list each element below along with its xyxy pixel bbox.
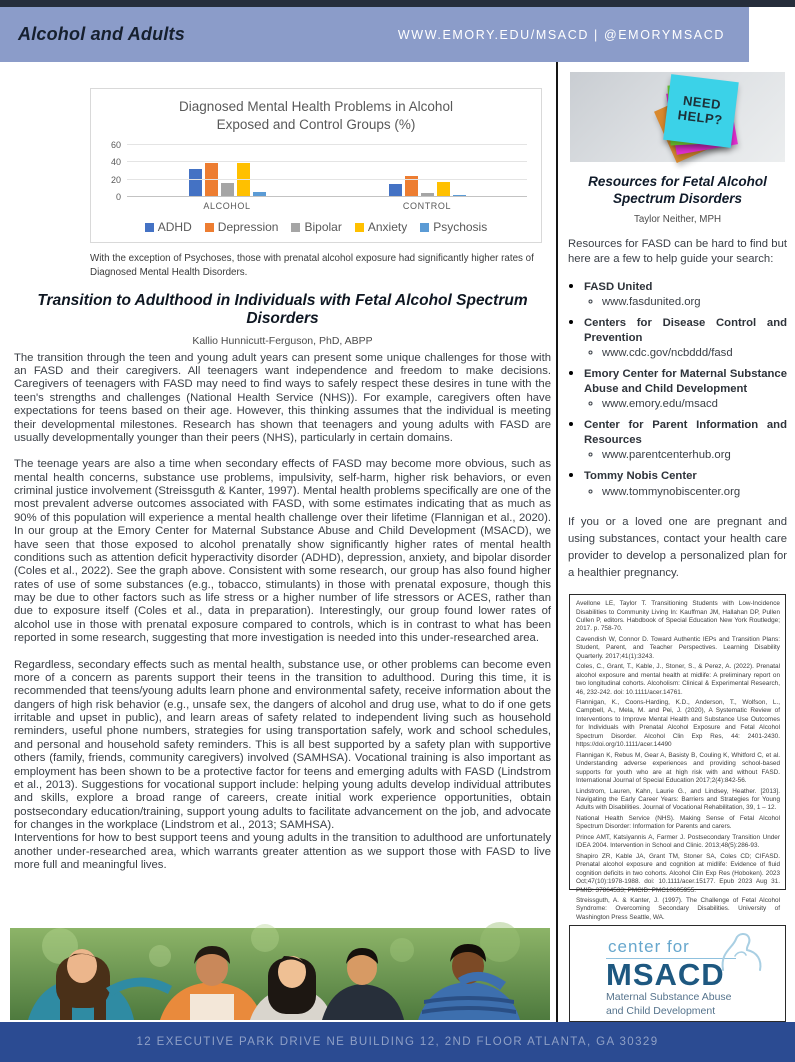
resource-item	[584, 364, 787, 412]
y-tick-label: 40	[110, 157, 121, 168]
legend-item-psychosis	[420, 220, 487, 234]
resource-item	[584, 313, 787, 361]
chart-legend	[101, 220, 531, 234]
header-website-handle[interactable]: WWW.EMORY.EDU/MSACD | @EMORYMSACD	[397, 27, 725, 42]
msacd-logo	[569, 925, 786, 1022]
article-title: Transition to Adulthood in Individuals with Fetal Alcohol Spectrum Disorders	[37, 291, 528, 328]
bar-depression-alcohol	[205, 163, 218, 197]
chart-title: Diagnosed Mental Health Problems in Alcohol Exposed and Control Groups (%)	[179, 99, 453, 132]
sidebar-heading: Resources for Fetal Alcohol Spectrum Disorders	[588, 174, 767, 206]
bar-bipolar-alcohol	[221, 183, 234, 197]
legend-label: ADHD	[157, 220, 192, 235]
main-article-column	[0, 62, 556, 1022]
legend-label: Bipolar	[304, 220, 342, 235]
sticky-note-need-help	[663, 74, 739, 148]
logo-msacd-text: MSACD	[606, 956, 725, 992]
logo-tagline-line2: and Child Development	[606, 1004, 716, 1017]
reference-entry: Shapiro ZR, Kable JA, Grant TM, Stoner SA, Coles CD; CIFASD. Prenatal alcohol exposure and cognition at midlife: Evidence of fluid cognition deficits in two cohorts. Alcohol Clin Exp Res (Hoboken). 2023 Oct;47(10):1978-1988. doi: 10.1111/acer.15177. Epub 2023 Aug 31. PMID: 37864533; PMCID: PMC10605955.	[576, 852, 780, 894]
reference-entry: Prince AMT, Katsiyannis A, Farmer J. Postsecondary Transition Under IDEA 2004. Intervention in School and Clinic. 2013;48(5):286-93.	[576, 833, 780, 850]
chart-caption: With the exception of Psychoses, those with prenatal alcohol exposure had significantly higher rates of Diagnosed Mental Health Disorders.	[90, 253, 534, 279]
resource-name: • FASD United	[584, 280, 653, 293]
bar-group-alcohol	[127, 145, 327, 197]
article-paragraph: Interventions for how to best support teens and young adults in the transition to adulthood are unfortunately another under-researched area, which warrants greater attention as we support those with FASD to live more full and meaningful lives.	[14, 832, 551, 872]
article-paragraph: The teenage years are also a time when secondary effects of FASD may become more obvious, such as mental health concerns, substance use problems, impulsivity, self-harm, higher risk behaviors, or even criminal justice involvement (Streissguth & Kanter, 1997). Mental health problems specifically are one of the most prevalent adverse outcomes associated with FASD, with some estimates indicating that as much as 90% of this population will experience a mental health challenge over their lifetime (Flannigan et al., 2020). In our group at the Emory Center for Maternal Substance Abuse and Child Development (MSACD), we have seen that those exposed to alcohol prenatally show significantly higher rates of mental health conditions such as attention deficit hyperactivity disorder (ADHD), depression, anxiety, and bipolar disorder (Coles et al., 2022). See the graph above. Consistent with some research, our group has also found higher rates of use of some substances (e.g., tobacco, stimulants) in those with prenatal exposure, though this may be due to other factors such as life stress or a higher number of life stressors or ACES, rather than due to exposure itself (Coles et al., data in preparation). Interestingly, our group found lower rates of alcohol use in those with prenatal exposure compared to controls, which is in contrast to what has been reported in some research, suggesting that more investigation is needed into this under-researched area.	[14, 458, 551, 645]
references-section	[569, 594, 786, 921]
resource-name: • Emory Center for Maternal Substance Abuse and Child Development	[584, 367, 787, 395]
top-border	[0, 0, 795, 7]
legend-marker-icon	[145, 223, 154, 232]
reference-entry: Cavendish W, Connor D. Toward Authentic IEPs and Transition Plans: Student, Parent, and Teacher Perspectives. Learning Disability Quarterly. 2017;41(1):3243.	[576, 635, 780, 660]
reference-entry: Flannigan K, Rebus M, Gear A, Basisty B, Couling K, Whitford C, et al. Understanding adverse experiences and providing school-based supports for youth who are at high risk with and without FASD. International Journal of Special Education 2017;2(4):842-56.	[576, 751, 780, 785]
group-photo-illustration	[10, 928, 550, 1020]
legend-marker-icon	[205, 223, 214, 232]
logo-center-for: center for	[606, 938, 736, 959]
gridline	[127, 179, 527, 180]
resource-link[interactable]: ◦ www.emory.edu/msacd	[602, 397, 787, 412]
chart-plot-area	[110, 140, 527, 203]
reference-entry: Avellone LE, Taylor T. Transitioning Students with Low-Incidence Disabilities to Community Living In: Kauffman JM, Hallahan DP, Pullen Cullen P, editors. Habdbook of Special Education New York Routledge; 2017. p. 758-70.	[576, 600, 780, 633]
legend-marker-icon	[355, 223, 364, 232]
x-axis-label: CONTROL	[402, 201, 452, 212]
legend-label: Depression	[217, 220, 279, 235]
reference-entry: Streissguth, A. & Kanter, J. (1997). The Challenge of Fetal Alcohol Syndrome: Overcoming Secondary Disabilities. University of Washington Press Seattle, WA.	[576, 897, 780, 921]
bar-anxiety-control	[437, 182, 450, 198]
bar-chart	[90, 88, 542, 243]
legend-item-adhd	[145, 220, 192, 234]
resource-link[interactable]: ◦ www.fasdunited.org	[602, 295, 787, 310]
y-tick-label: 20	[110, 174, 121, 185]
bar-anxiety-alcohol	[237, 163, 250, 197]
chart-bars	[127, 145, 527, 197]
resource-link[interactable]: ◦ www.cdc.gov/ncbddd/fasd	[602, 346, 787, 361]
resource-item	[584, 466, 787, 499]
mother-child-line-art-icon	[705, 930, 769, 972]
chart-x-labels	[127, 197, 527, 211]
reference-entry: National Health Service (NHS). Making Sense of Fetal Alcohol Spectrum Disorder: Information for Parents and carers.	[576, 814, 780, 831]
article-paragraph: The transition through the teen and young adult years can present some unique challenges for those with an FASD and their caregivers. All teenagers want independence and freedom to make decisions. Caregivers of teenagers with FASD may need to find ways to safely respect these desires in tune with the teen's strengths and challenges (National Health Service (NHS)). For example, caregivers often have expectations for teens based on their age. However, this thinking assumes that the individual is meeting their developmental milestones. Research has shown that teenagers and young adults with FASD are usually developmentally younger than their peers (NHS), particularly in certain domains.	[14, 351, 551, 444]
resource-item	[584, 415, 787, 463]
y-tick-label: 60	[110, 140, 121, 151]
group-photo	[10, 928, 550, 1020]
logo-tagline	[606, 991, 785, 1018]
legend-label: Psychosis	[433, 220, 488, 235]
resource-item	[584, 277, 787, 310]
resource-name: • Center for Parent Information and Resources	[584, 418, 787, 446]
legend-label: Anxiety	[367, 220, 408, 235]
y-tick-label: 0	[115, 192, 121, 203]
legend-marker-icon	[291, 223, 300, 232]
resources-list	[568, 277, 787, 503]
gridline	[127, 161, 527, 162]
page-content	[0, 62, 795, 1022]
bar-adhd-alcohol	[189, 169, 202, 198]
logo-tagline-line1: Maternal Substance Abuse	[606, 991, 732, 1004]
legend-marker-icon	[420, 223, 429, 232]
resource-name: • Tommy Nobis Center	[584, 469, 697, 482]
need-help-text: NEED HELP?	[676, 92, 724, 128]
gridline	[127, 196, 527, 197]
page-header	[0, 7, 749, 62]
reference-entry: Coles, C., Grant, T., Kable, J., Stoner, S., & Perez, A. (2022). Prenatal alcohol exposure and mental health at midlife: A preliminary report on two longitudinal cohorts. Alcoholism: Clinical & Experimental Research, 46, 232-242. doi: 10.1111/acer.14761.	[576, 663, 780, 696]
need-help-photo	[570, 72, 785, 162]
legend-item-bipolar	[291, 220, 341, 234]
article-paragraph: Regardless, secondary effects such as mental health, substance use, or other problems can become even more of a concern as parents support their teens in the transition to adulthood. During this time, it is recommended that teens/young adults learn phone and environmental safety, receive information about the dangers of high risk behavior (e.g., unsafe sex, the dangers of alcohol and drug use, what to do if one gets irritable and upset in public), and learn areas of safety related to independent living such as household reminders, useful phone numbers, strategies for using transportation safely, work and school schedules, and personal and household safety reminders. This is all best supported by a safety plan with supportive others (family, friends, community caregivers) involved (SAMHSA). Vocational training is also important as employment has been shown to be a protective factor for teens and emerging adults with FASD (Lindstrom et al., 2013). Suggestions for vocational support include: helping young adults develop individual attributes and skills, explore a broad range of careers, create initial work experience opportunities, obtain postsecondary education/training, support young adults to facilitate advancement on the job, and advocate for changes in the workplace (Lindstrom et al., 2013; SAMHSA).	[14, 658, 551, 832]
bar-group-control	[327, 145, 527, 197]
article-body	[14, 352, 551, 873]
legend-item-depression	[205, 220, 279, 234]
resource-link[interactable]: ◦ www.tommynobiscenter.org	[602, 485, 787, 500]
reference-entry: Lindstrom, Lauren, Kahn, Laurie G., and Lindsey, Heather. [2013]. Navigating the Early Career Years: Barriers and Strategies for Young Adults with Disabilities. Journal of Vocational Rehabilitation, 39, 1 – 12.	[576, 787, 780, 812]
sidebar-intro: Resources for FASD can be hard to find but here are a few to help guide your search:	[568, 237, 787, 265]
page-footer	[0, 1022, 795, 1062]
resource-name: • Centers for Disease Control and Prevention	[584, 316, 787, 344]
sidebar-byline: Taylor Neither, MPH	[633, 213, 722, 225]
page-title: Alcohol and Adults	[18, 24, 185, 44]
sidebar-column	[556, 62, 795, 1022]
legend-item-anxiety	[355, 220, 407, 234]
gridline	[127, 144, 527, 145]
resource-link[interactable]: ◦ www.parentcenterhub.org	[602, 448, 787, 463]
sidebar-outro: If you or a loved one are pregnant and using substances, contact your health care provider to develop a personalized plan for a healthier pregnancy.	[568, 516, 787, 580]
reference-entry: Flannigan, K., Coons-Harding, K.D., Anderson, T., Wolfson, L., Campbell, A., Mela, M. and Pei, J. (2020), A Systematic Review of Interventions to Improve Mental Health and Substance Use Outcomes for Individuals with Prenatal Alcohol Exposure and Fetal Alcohol Spectrum Disorder. Alcohol Clin Exp Res, 44: 2401-2430. https://doi.org/10.1111/acer.14490	[576, 699, 780, 749]
footer-address: 12 EXECUTIVE PARK DRIVE NE BUILDING 12, 2ND FLOOR ATLANTA, GA 30329	[136, 1036, 659, 1048]
article-byline: Kallio Hunnicutt-Ferguson, PhD, ABPP	[192, 334, 373, 347]
x-axis-label: ALCOHOL	[203, 201, 251, 212]
